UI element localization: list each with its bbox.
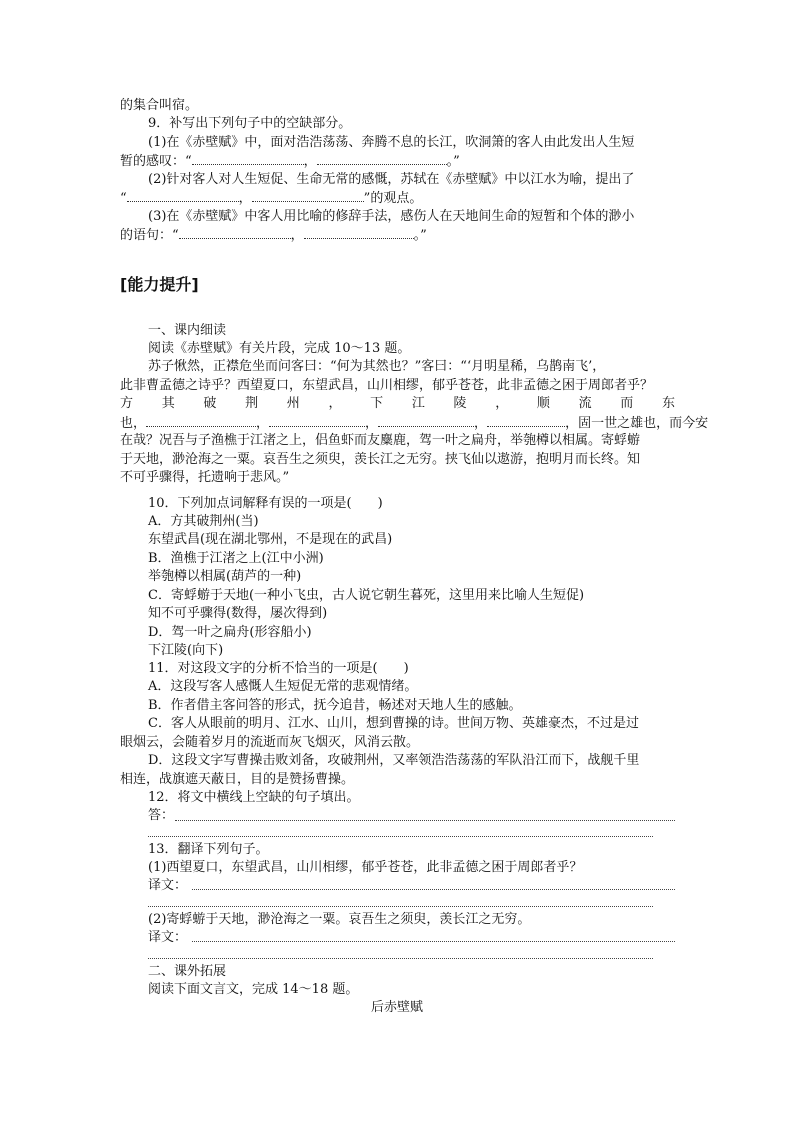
answer-line[interactable] xyxy=(148,836,653,837)
q13-translation-label-1: 译文： xyxy=(148,878,188,893)
q10-stem: 10．下列加点词解释有误的一项是( ) xyxy=(148,496,383,511)
section-title: [能力提升] xyxy=(120,275,199,294)
q10-option-d-2: 下江陵(向下) xyxy=(148,643,224,658)
passage-line-2: 此非曹孟德之诗乎？西望夏口，东望武昌，山川相缪，郁乎苍苍，此非孟德之困于周郎者乎？ xyxy=(120,378,654,393)
q9-part1-line1: (1)在《赤壁赋》中，面对浩浩荡荡、奔腾不息的长江，吹洞箫的客人由此发出人生短 xyxy=(148,135,635,150)
blank-field[interactable] xyxy=(146,414,256,427)
q12-answer-label: 答： xyxy=(148,808,175,823)
blank-field[interactable] xyxy=(317,152,447,165)
blank-field[interactable] xyxy=(378,414,474,427)
blank-field[interactable] xyxy=(487,414,565,427)
passage-line-6: 于天地，渺沧海之一粟。哀吾生之须臾，羡长江之无穷。挟飞仙以遨游，抱明月而长终。知 xyxy=(120,452,641,467)
passage-line-1: 苏子愀然，正襟危坐而问客曰：“何为其然也？”客曰：“‘月明星稀，乌鹊南飞’， xyxy=(148,359,606,374)
q9-part3-line2: 的语句：“ ， 。” xyxy=(120,228,427,243)
q10-option-c: C．寄蜉蝣于天地(一种小飞虫，古人说它朝生暮死，这里用来比喻人生短促) xyxy=(148,588,585,603)
q10-option-b: B．渔樵于江渚之上(江中小洲) xyxy=(148,551,324,566)
q13-sentence-1: (1)西望夏口，东望武昌，山川相缪，郁乎苍苍，此非孟德之困于周郎者乎？ xyxy=(148,860,583,875)
q10-option-c-2: 知不可乎骤得(数得，屡次得到) xyxy=(148,606,328,621)
q10-option-a: A．方其破荆州(当) xyxy=(148,514,259,529)
part2-intro: 阅读下面文言文，完成 14～18 题。 xyxy=(148,982,359,997)
q10-option-b-2: 举匏樽以相属(葫芦的一种) xyxy=(148,569,302,584)
q9-part2-line1: (2)针对客人对人生短促、生命无常的感慨，苏轼在《赤壁赋》中以江水为喻，提出了 xyxy=(148,172,635,187)
q11-option-d: D．这段文字写曹操击败刘备，攻破荆州，又率领浩浩荡荡的军队沿江而下，战舰千里 xyxy=(148,753,640,768)
passage-line-3: 方 其 破 荆 州 ， 下 江 陵 ， 顺 流 而 东 xyxy=(120,396,675,411)
part1-heading: 一、课内细读 xyxy=(148,323,227,338)
blank-field[interactable] xyxy=(192,152,304,165)
continued-text: 的集合叫宿。 xyxy=(120,98,199,113)
blank-field[interactable] xyxy=(304,226,414,239)
answer-line[interactable] xyxy=(148,906,653,907)
passage-line-5: 在哉？况吾与子渔樵于江渚之上，侣鱼虾而友麋鹿，驾一叶之扁舟，举匏樽以相属。寄蜉蝣 xyxy=(120,433,641,448)
q10-option-d: D．驾一叶之扁舟(形容船小) xyxy=(148,625,312,640)
q11-option-c-2: 眼烟云，会随着岁月的流逝而灰飞烟灭，风消云散。 xyxy=(120,735,420,750)
answer-line[interactable] xyxy=(148,958,653,959)
q11-option-b: B．作者借主客问答的形式，抚今追昔，畅述对天地人生的感触。 xyxy=(148,698,522,713)
answer-line[interactable] xyxy=(175,820,675,821)
passage-title: 后赤壁赋 xyxy=(370,1000,423,1015)
q11-option-a: A．这段写客人感慨人生短促无常的悲观情绪。 xyxy=(148,679,418,694)
part1-intro: 阅读《赤壁赋》有关片段，完成 10～13 题。 xyxy=(148,341,411,356)
q13-sentence-2: (2)寄蜉蝣于天地，渺沧海之一粟。哀吾生之须臾，羡长江之无穷。 xyxy=(148,912,531,927)
passage-line-7: 不可乎骤得，托遗响于悲风。” xyxy=(120,470,290,485)
blank-field[interactable] xyxy=(269,414,365,427)
q11-option-c: C．客人从眼前的明月、江水、山川，想到曹操的诗。世间万物、英雄豪杰，不过是过 xyxy=(148,716,639,731)
part2-heading: 二、课外拓展 xyxy=(148,964,227,979)
q9-title: 9．补写出下列句子中的空缺部分。 xyxy=(148,116,352,131)
answer-line[interactable] xyxy=(192,941,675,942)
q11-stem: 11．对这段文字的分析不恰当的一项是( ) xyxy=(148,661,409,676)
q9-part2-line2: “ ， ”的观点。 xyxy=(120,191,423,206)
q11-option-d-2: 相连，战旗遮天蔽日，目的是赞扬曹操。 xyxy=(120,772,355,787)
answer-line[interactable] xyxy=(192,889,675,890)
passage-line-4: 也， ， ， ， ，固一世之雄也，而今安 xyxy=(120,416,709,431)
blank-field[interactable] xyxy=(179,226,291,239)
q13-translation-label-2: 译文： xyxy=(148,930,188,945)
q12-stem: 12．将文中横线上空缺的句子填出。 xyxy=(148,790,360,805)
q10-option-a-2: 东望武昌(现在湖北鄂州，不是现在的武昌) xyxy=(148,532,393,547)
blank-field[interactable] xyxy=(127,189,239,202)
q9-part1-line2: 暂的感叹：“ ， 。” xyxy=(120,154,460,169)
q13-stem: 13．翻译下列句子。 xyxy=(148,842,269,857)
blank-field[interactable] xyxy=(252,189,364,202)
q9-part3-line1: (3)在《赤壁赋》中客人用比喻的修辞手法，感伤人在天地间生命的短暂和个体的渺小 xyxy=(148,209,635,224)
